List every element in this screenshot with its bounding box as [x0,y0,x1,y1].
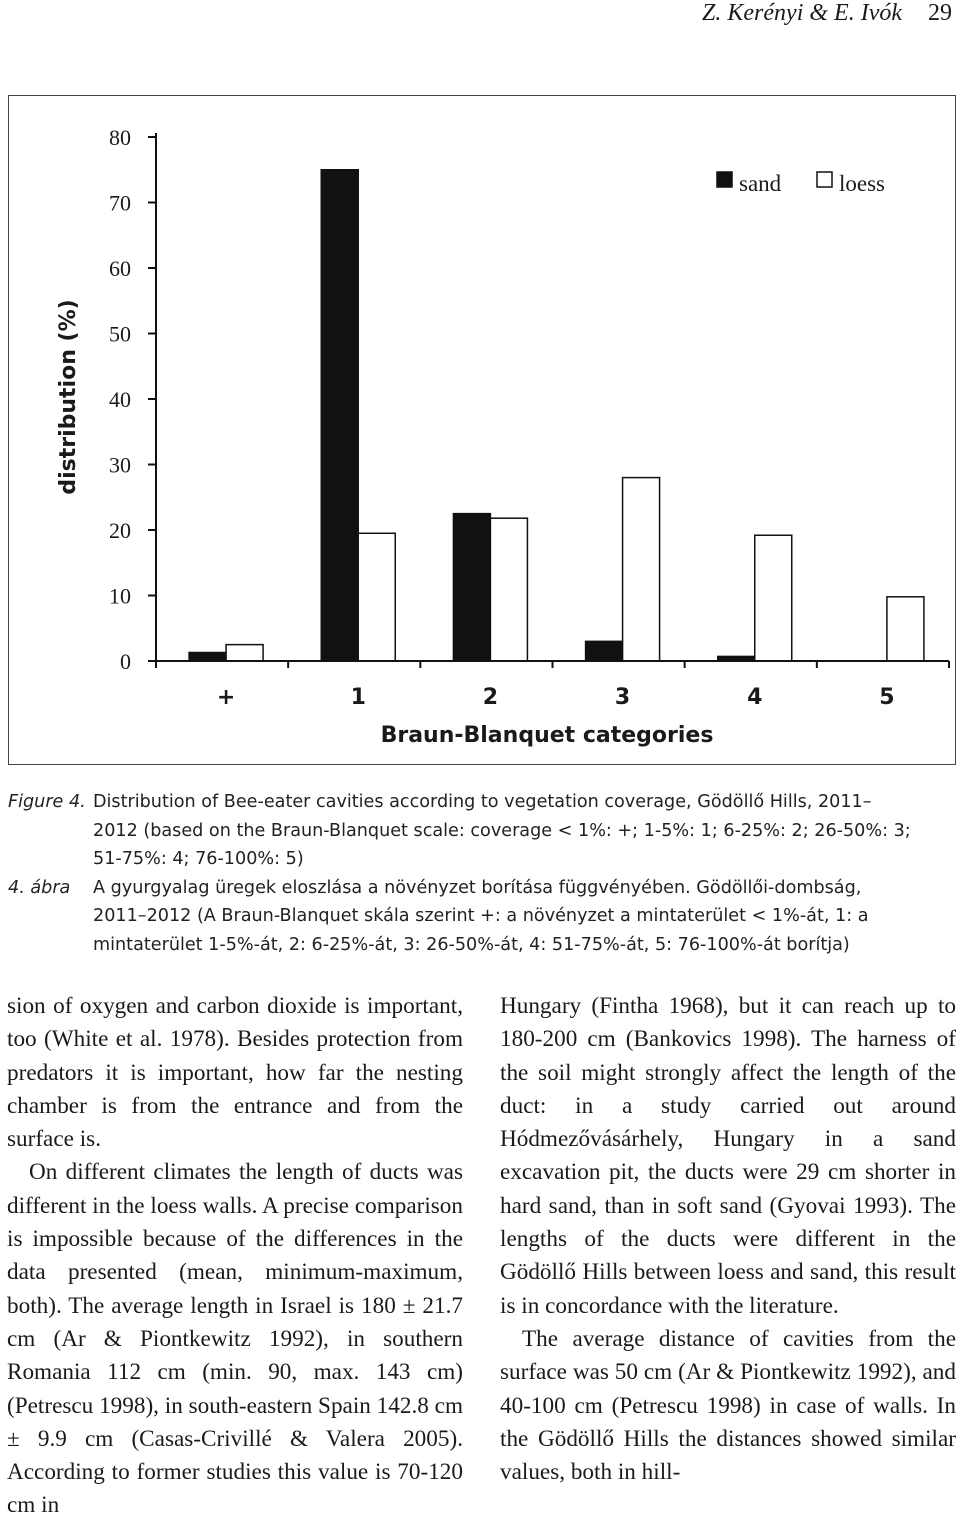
bar-sand-2 [453,514,490,661]
body-paragraph: Hungary (Fintha 1968), but it can reach up to 180-200 cm (Bankovics 1998). The harness of the soil might strongly affect the length of the duct: in a study carried out around Hódmezővásárhely, Hungary in a sand excavation pit, the ducts were 29 cm shorter in hard sand, than in soft sand (Gyovai 1993). The lengths of the ducts were different in the Gödöllő Hills between loess and sand, this result is in concordance with the literature. [500,993,956,1319]
figure-4 [8,95,956,765]
bars [189,170,924,661]
bar-sand-1 [321,170,358,661]
caption-english-line: 51-75%: 4; 76-100%: 5) [93,849,304,869]
body-column-right [500,990,956,1489]
bar-loess-plus [226,645,263,661]
y-tick-label: 40 [109,387,131,412]
caption-hungarian-line: mintaterület 1-5%-át, 2: 6-25%-át, 3: 26-50%-át, 4: 51-75%-át, 5: 76-100%-át borítja) [93,934,850,955]
x-tick-label: + [216,685,236,710]
caption-english [8,788,958,874]
body-paragraph: On different climates the length of ducts was different in the loess walls. A precise comparison is impossible because of the differences in the data presented (mean, minimum-maximum, both). The average length in Israel is 180 ± 21.7 cm (Ar & Piontkewitz 1992), in southern Romania 112 cm (min. 90, max. 143 cm) (Petrescu 1998), in south-eastern Spain 142.8 cm ± 9.9 cm (Casas-Crivillé & Valera 2005). According to former studies this value is 70-120 cm in [7,1159,463,1519]
y-axis-title: distribution (%) [56,299,81,495]
caption-hungarian [8,874,958,960]
y-tick-label: 50 [109,321,131,347]
caption-hungarian-label: 4. ábra [8,877,71,898]
caption-english-line: Distribution of Bee-eater cavities according to vegetation coverage, Gödöllő Hills, 2011– [93,792,872,812]
bar-sand-3 [586,641,623,661]
y-tick-label: 20 [109,518,131,543]
figure-caption [8,788,958,959]
y-tick-label: 80 [109,125,131,150]
bar-loess-3 [623,478,660,661]
x-tick-label: 5 [879,685,895,710]
y-tick-label: 0 [120,649,131,674]
y-tick-label: 70 [109,190,131,216]
caption-english-label: Figure 4. [8,792,86,812]
bar-sand-plus [189,652,226,661]
x-axis-title: Braun-Blanquet categories [380,723,714,748]
y-tick-label: 10 [109,583,131,609]
legend-label-loess: loess [839,171,885,196]
legend-swatch-loess [817,172,832,187]
bar-loess-5 [887,597,924,661]
x-axis [156,661,949,710]
x-tick-label: 3 [614,685,631,710]
bar-loess-4 [755,535,792,661]
legend-swatch-sand [717,172,732,187]
running-header [0,0,960,30]
page-number: 29 [928,0,952,26]
y-tick-label: 30 [109,452,131,478]
caption-english-line: 2012 (based on the Braun-Blanquet scale: coverage < 1%: +; 1-5%: 1; 6-25%: 2; 26-50%: 3; [93,820,911,841]
legend [717,171,885,196]
bar-chart [9,96,955,764]
y-axis [109,125,156,674]
x-tick-label: 1 [350,685,366,710]
legend-label-sand: sand [739,171,782,196]
body-paragraph: sion of oxygen and carbon dioxide is important, too (White et al. 1978). Besides protection from predators it is important, how far the nesting chamber is from the entrance and from the surface is. [7,993,463,1153]
x-tick-label: 2 [482,685,499,710]
bar-loess-2 [490,518,527,661]
x-tick-label: 4 [747,685,763,710]
body-paragraph: The average distance of cavities from the surface was 50 cm (Ar & Piontkewitz 1992), and 40-100 cm (Petrescu 1998) in case of walls. In the Gödöllő Hills the distances showed similar values, both in hill- [500,1325,956,1486]
caption-hungarian-line: 2011–2012 (A Braun-Blanquet skála szerint +: a növényzet a mintaterület < 1%-át, 1: a [93,906,869,926]
caption-hungarian-line: A gyurgyalag üregek eloszlása a növényzet borítása függvényében. Gödöllői-dombság, [93,877,862,898]
running-header-authors: Z. Kerényi & E. Ivók [702,0,902,26]
y-tick-label: 60 [109,256,131,281]
bar-loess-1 [358,533,395,661]
body-column-left [7,990,463,1523]
